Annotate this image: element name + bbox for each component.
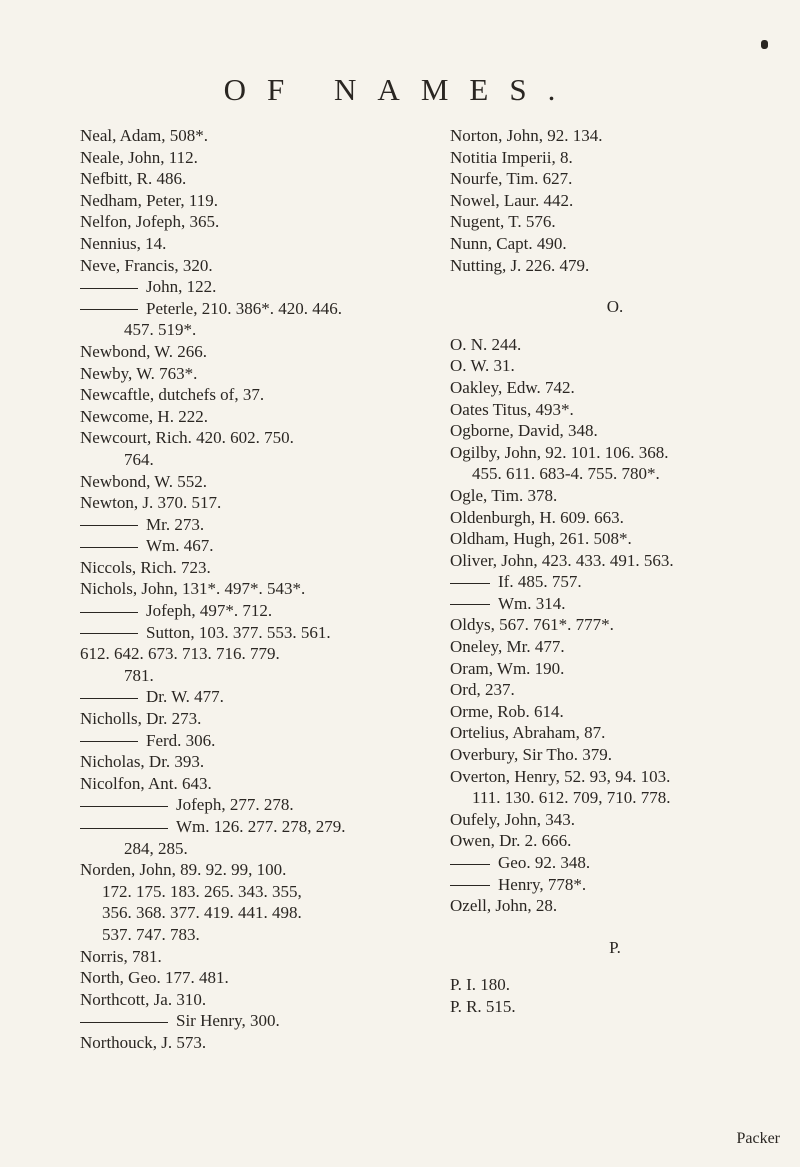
entry-text: Nowel, Laur. 442. (450, 190, 574, 210)
entry-text: Overton, Henry, 52. 93, 94. 103. (450, 766, 671, 786)
index-entry (450, 701, 780, 723)
index-entry (450, 658, 780, 680)
entry-text: Peterle, 210. 386*. 420. 446. (146, 298, 342, 318)
left-column (80, 125, 430, 1054)
ditto-dash (80, 547, 138, 548)
index-entry (450, 334, 780, 356)
entry-text: Notitia Imperii, 8. (450, 147, 573, 167)
index-entry (80, 384, 430, 406)
entry-text: Nugent, T. 576. (450, 212, 556, 232)
entry-text: Ogborne, David, 348. (450, 421, 598, 441)
entry-text: 537. 747. 783. (102, 924, 200, 944)
index-entry (450, 255, 780, 277)
ditto-dash (450, 583, 490, 584)
index-entry (80, 794, 430, 816)
entry-text: Norris, 781. (80, 946, 162, 966)
entry-text: 612. 642. 673. 713. 716. 779. (80, 644, 280, 664)
entry-text: Overbury, Sir Tho. 379. (450, 745, 612, 765)
entry-text: Neale, John, 112. (80, 147, 198, 167)
index-entry (450, 679, 780, 701)
index-entry (450, 787, 780, 809)
index-entry (80, 168, 430, 190)
entry-text: Sutton, 103. 377. 553. 561. (146, 622, 331, 642)
index-entry (450, 442, 780, 464)
index-entry (80, 1010, 430, 1032)
index-entry (80, 816, 430, 838)
index-entry (450, 874, 780, 896)
index-entry (450, 636, 780, 658)
index-entry (450, 420, 780, 442)
ditto-dash (80, 741, 138, 742)
ditto-dash (450, 864, 490, 865)
index-entry (450, 974, 780, 996)
entry-text: 284, 285. (124, 838, 188, 858)
entry-text: Sir Henry, 300. (176, 1011, 280, 1031)
index-entry (80, 622, 430, 644)
index-entry (80, 686, 430, 708)
entry-text: Wm. 467. (146, 536, 214, 556)
index-entry (80, 643, 430, 665)
index-entry (450, 355, 780, 377)
ink-mark (761, 40, 768, 49)
page-header: OF NAMES. (223, 72, 577, 107)
entry-text: Dr. W. 477. (146, 687, 224, 707)
entry-text: Oldys, 567. 761*. 777*. (450, 615, 614, 635)
entry-text: Ferd. 306. (146, 730, 216, 750)
entry-text: O. W. 31. (450, 356, 515, 376)
entry-text: Newbond, W. 552. (80, 471, 208, 491)
entry-text: Oufely, John, 343. (450, 809, 575, 829)
entry-text: Geo. 92. 348. (498, 853, 591, 872)
index-entry (80, 341, 430, 363)
index-entry (80, 665, 430, 687)
entry-text: Nennius, 14. (80, 233, 167, 253)
index-entry (80, 902, 430, 924)
entry-text: Nicholas, Dr. 393. (80, 752, 205, 772)
ditto-dash (80, 806, 168, 807)
index-entry (80, 449, 430, 471)
index-entry (450, 399, 780, 421)
index-entry (80, 276, 430, 298)
index-entry (80, 190, 430, 212)
entry-text: Oakley, Edw. 742. (450, 377, 575, 397)
index-entry (80, 1032, 430, 1054)
index-entry (80, 989, 430, 1011)
index-entry (450, 744, 780, 766)
ditto-dash (80, 612, 138, 613)
entry-text: Jofeph, 277. 278. (176, 795, 294, 815)
index-entry (80, 600, 430, 622)
index-entry (450, 463, 780, 485)
index-entry (80, 255, 430, 277)
entry-text: Nunn, Capt. 490. (450, 233, 567, 253)
index-entry (450, 377, 780, 399)
entry-text: Nelfon, Jofeph, 365. (80, 212, 220, 232)
entry-text: North, Geo. 177. 481. (80, 968, 229, 988)
index-entry (450, 485, 780, 507)
entry-text: 111. 130. 612. 709, 710. 778. (472, 788, 671, 808)
entry-text: Oldenburgh, H. 609. 663. (450, 507, 624, 527)
entry-text: Nefbitt, R. 486. (80, 169, 187, 189)
entry-text: Oneley, Mr. 477. (450, 637, 565, 657)
ditto-dash (80, 309, 138, 310)
index-entry (450, 550, 780, 572)
entry-text: Newton, J. 370. 517. (80, 493, 222, 513)
entry-text: Ortelius, Abraham, 87. (450, 723, 606, 743)
index-entry (450, 852, 780, 874)
entry-text: Norden, John, 89. 92. 99, 100. (80, 860, 287, 880)
entry-text: Newcaftle, dutchefs of, 37. (80, 385, 265, 405)
entry-text: Oates Titus, 493*. (450, 399, 574, 419)
entry-text: P. I. 180. (450, 975, 510, 995)
entry-text: Newcourt, Rich. 420. 602. 750. (80, 428, 294, 448)
entry-text: Niccols, Rich. 723. (80, 557, 211, 577)
entry-text: Orme, Rob. 614. (450, 701, 564, 721)
index-entry (80, 730, 430, 752)
entry-text: Nutting, J. 226. 479. (450, 255, 590, 275)
index-entry (80, 211, 430, 233)
index-entry (450, 809, 780, 831)
index-entry (80, 578, 430, 600)
entry-text: Nichols, John, 131*. 497*. 543*. (80, 579, 306, 599)
entry-text: O. N. 244. (450, 334, 522, 354)
entry-text: Nicholls, Dr. 273. (80, 709, 202, 729)
index-entry (450, 507, 780, 529)
index-entry (450, 593, 780, 615)
index-entry (450, 996, 780, 1018)
index-entry (80, 147, 430, 169)
entry-text: Wm. 126. 277. 278, 279. (176, 817, 346, 836)
index-entry (80, 881, 430, 903)
index-entry (450, 168, 780, 190)
entry-text: Neal, Adam, 508*. (80, 126, 208, 145)
index-entry (450, 125, 780, 147)
ditto-dash (450, 604, 490, 605)
entry-text: 781. (124, 665, 154, 685)
ditto-dash (80, 828, 168, 829)
entry-text: Newcome, H. 222. (80, 406, 208, 426)
entry-text: 457. 519*. (124, 320, 197, 340)
index-entry (450, 895, 780, 917)
index-entry (80, 427, 430, 449)
entry-text: John, 122. (146, 277, 217, 297)
index-entry (80, 967, 430, 989)
entry-text: Mr. 273. (146, 514, 205, 534)
index-entry (450, 766, 780, 788)
entry-text: Ord, 237. (450, 680, 515, 700)
entry-text: 356. 368. 377. 419. 441. 498. (102, 903, 302, 923)
index-entry (450, 233, 780, 255)
entry-text: Owen, Dr. 2. 666. (450, 831, 572, 851)
index-entry (80, 471, 430, 493)
right-column (450, 125, 780, 1018)
entry-text: Wm. 314. (498, 593, 566, 613)
ditto-dash (80, 1022, 168, 1023)
index-entry (80, 514, 430, 536)
entry-text: 764. (124, 449, 154, 469)
index-entry (450, 614, 780, 636)
index-entry (80, 859, 430, 881)
entry-text: Ogle, Tim. 378. (450, 485, 558, 505)
index-entry (80, 319, 430, 341)
entry-text: Ozell, John, 28. (450, 896, 558, 916)
entry-text: Newbond, W. 266. (80, 341, 208, 361)
ditto-dash (450, 885, 490, 886)
index-entry (450, 190, 780, 212)
ditto-dash (80, 525, 138, 526)
index-entry (80, 233, 430, 255)
entry-text: Newby, W. 763*. (80, 363, 198, 383)
index-entry (80, 708, 430, 730)
entry-text: If. 485. 757. (498, 572, 582, 592)
index-entry (80, 535, 430, 557)
section-heading-o: O. (606, 297, 624, 317)
entry-text: Henry, 778*. (498, 874, 587, 894)
entry-text: Norton, John, 92. 134. (450, 126, 603, 145)
index-entry (80, 946, 430, 968)
index-entry (80, 838, 430, 860)
entry-text: Nourfe, Tim. 627. (450, 169, 573, 189)
entry-text: Oldham, Hugh, 261. 508*. (450, 529, 632, 549)
index-entry (80, 557, 430, 579)
entry-text: 172. 175. 183. 265. 343. 355, (102, 881, 302, 901)
index-entry (80, 492, 430, 514)
index-entry (80, 125, 430, 147)
entry-text: Ogilby, John, 92. 101. 106. 368. (450, 442, 669, 462)
ditto-dash (80, 698, 138, 699)
index-entry (80, 924, 430, 946)
entry-text: Oliver, John, 423. 433. 491. 563. (450, 550, 674, 570)
entry-text: P. R. 515. (450, 996, 516, 1016)
entry-text: Nicolfon, Ant. 643. (80, 773, 212, 793)
entry-text: Northouck, J. 573. (80, 1032, 207, 1052)
section-heading-p: P. (609, 937, 621, 957)
index-entry (450, 528, 780, 550)
entry-text: Oram, Wm. 190. (450, 658, 565, 678)
index-entry (450, 211, 780, 233)
index-entry (450, 722, 780, 744)
index-entry (80, 298, 430, 320)
entry-text: Northcott, Ja. 310. (80, 989, 207, 1009)
index-entry (450, 830, 780, 852)
index-entry (80, 406, 430, 428)
index-entry (450, 571, 780, 593)
ditto-dash (80, 633, 138, 634)
index-entry (450, 147, 780, 169)
index-entry (80, 363, 430, 385)
entry-text: Jofeph, 497*. 712. (146, 601, 273, 621)
index-entry (80, 751, 430, 773)
entry-text: Nedham, Peter, 119. (80, 190, 218, 210)
catchword: Packer (736, 1130, 780, 1147)
entry-text: 455. 611. 683-4. 755. 780*. (472, 464, 660, 484)
index-entry (80, 773, 430, 795)
ditto-dash (80, 288, 138, 289)
entry-text: Neve, Francis, 320. (80, 255, 213, 275)
